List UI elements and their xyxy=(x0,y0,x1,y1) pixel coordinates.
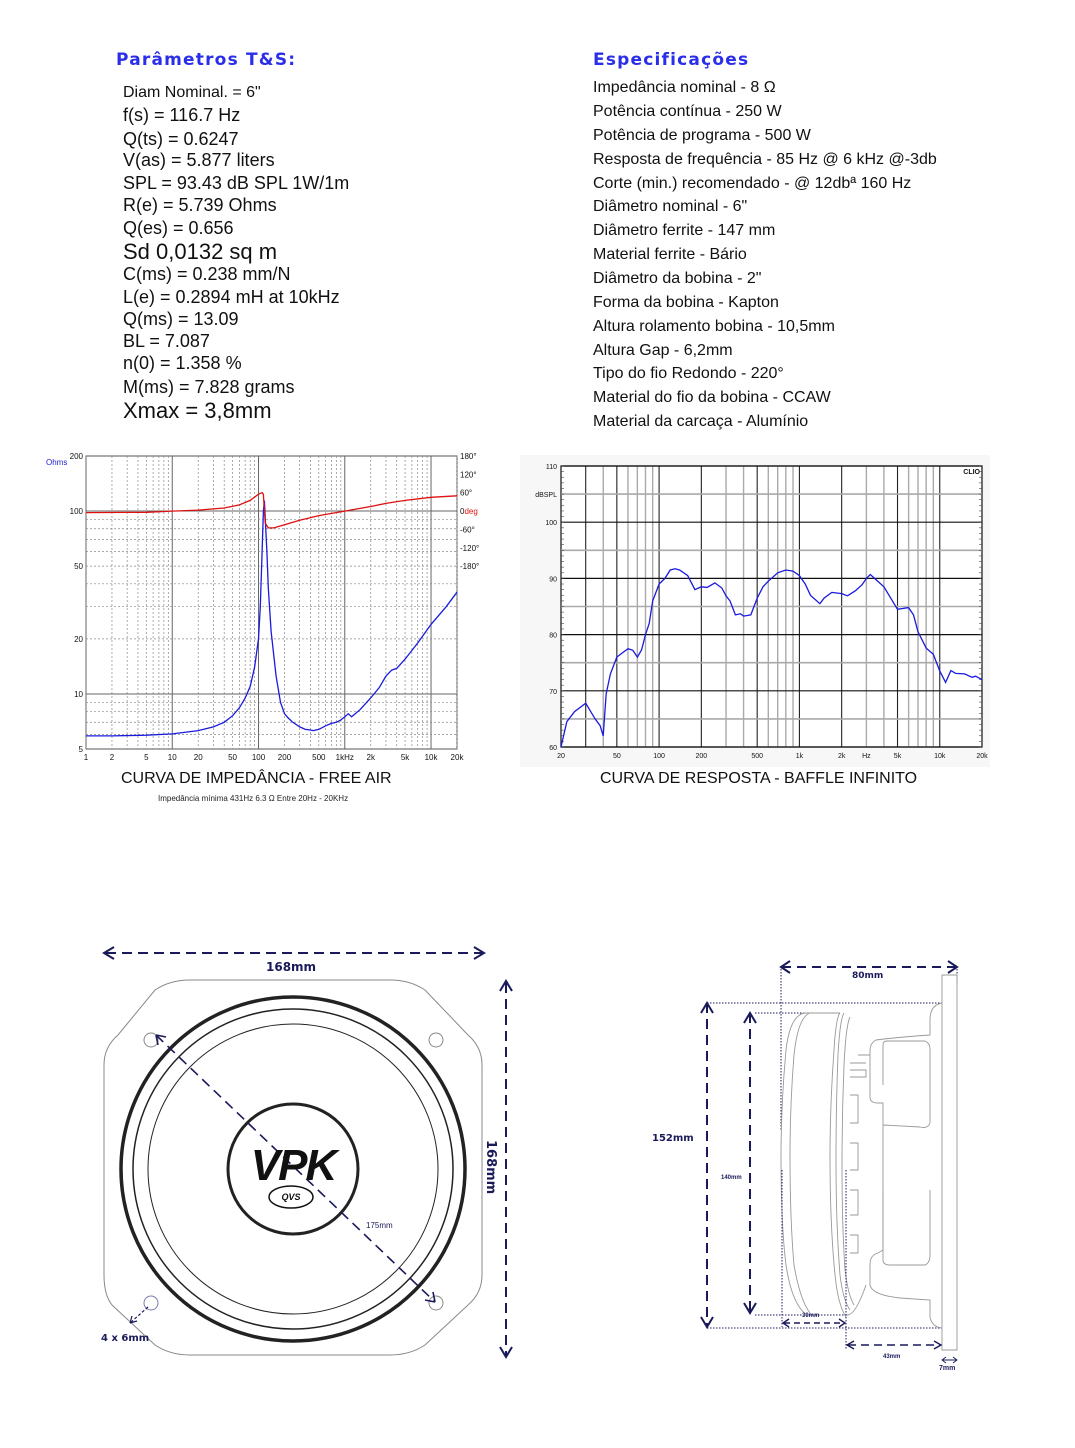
front-view-drawing xyxy=(90,935,530,1365)
spec-item: Resposta de frequência - 85 Hz @ 6 kHz @-3db xyxy=(593,151,937,168)
spec-item: Material do fio da bobina - CCAW xyxy=(593,389,831,406)
outer-height-label: 152mm xyxy=(652,1133,694,1144)
x-tick-label: Hz xyxy=(862,753,871,760)
x-tick-label: 50 xyxy=(612,753,621,760)
diagonal-label: 175mm xyxy=(366,1221,393,1230)
ts-param-qts: Q(ts) = 0.6247 xyxy=(123,129,239,149)
phase-tick-label: -180° xyxy=(460,562,480,572)
y-tick-label: 20 xyxy=(74,634,83,644)
x-tick-label: 200 xyxy=(695,753,708,760)
x-tick-label: 20k xyxy=(976,753,988,760)
x-tick-label: 50 xyxy=(228,753,238,762)
spec-item: Material da carcaça - Alumínio xyxy=(593,413,809,430)
y-axis-label: dBSPL xyxy=(535,492,557,500)
front-width-label: 168mm xyxy=(266,960,317,974)
ts-param-xmax: Xmax = 3,8mm xyxy=(123,398,272,423)
y-tick-label: 60 xyxy=(549,745,557,752)
spec-item: Tipo do fio Redondo - 220° xyxy=(593,365,784,382)
impedance-plot-area xyxy=(86,456,457,749)
ts-param-n0: n(0) = 1.358 % xyxy=(123,353,242,373)
x-tick-label: 5k xyxy=(400,753,410,762)
x-tick-label: 20 xyxy=(193,753,203,762)
x-tick-label: 100 xyxy=(251,753,266,762)
y-tick-label: 100 xyxy=(545,520,557,528)
y-tick-label: 100 xyxy=(69,507,83,517)
y-tick-label: 5 xyxy=(78,745,83,754)
y-tick-label: 90 xyxy=(549,576,557,584)
ts-param-bl: BL = 7.087 xyxy=(123,331,210,351)
side-view-drawing xyxy=(640,955,980,1375)
spec-item: Diâmetro da bobina - 2" xyxy=(593,270,762,287)
x-tick-label: 500 xyxy=(312,753,326,762)
x-tick-label: 5 xyxy=(144,753,149,762)
response-chart xyxy=(520,455,990,767)
basket-label: 30mm xyxy=(802,1313,820,1319)
spec-item: Potência de programa - 500 W xyxy=(593,127,811,144)
ts-param-qms: Q(ms) = 13.09 xyxy=(123,309,239,329)
spec-item: Impedância nominal - 8 Ω xyxy=(593,79,776,96)
y-tick-label: 10 xyxy=(74,689,83,699)
x-tick-label: 10 xyxy=(167,753,177,762)
phase-tick-label: 120° xyxy=(460,470,477,480)
spec-item: Corte (min.) recomendado - @ 12dbª 160 Hz xyxy=(593,175,912,192)
brand-logo: VPK xyxy=(250,1141,336,1190)
spec-item: Diâmetro ferrite - 147 mm xyxy=(593,222,776,239)
x-tick-label: 10k xyxy=(934,753,946,760)
y-tick-label: 200 xyxy=(69,452,83,461)
phase-tick-label: 0deg xyxy=(460,507,478,517)
x-tick-label: 10k xyxy=(424,753,438,762)
magnet-label: 43mm xyxy=(883,1354,901,1360)
inner-height-label: 140mm xyxy=(721,1175,742,1181)
x-tick-label: 5k xyxy=(893,753,902,760)
y-axis-label: Ohms xyxy=(46,458,68,467)
spec-item: Diâmetro nominal - 6" xyxy=(593,198,748,215)
ts-param-re: R(e) = 5.739 Ohms xyxy=(123,195,277,215)
ts-param-mms: M(ms) = 7.828 grams xyxy=(123,377,295,397)
clio-brand-label: CLIO xyxy=(963,469,980,476)
depth-label: 80mm xyxy=(852,971,884,981)
impedance-chart xyxy=(40,448,490,768)
y-tick-label: 50 xyxy=(74,562,83,572)
badge-logo: QVS xyxy=(281,1192,301,1202)
phase-tick-label: 60° xyxy=(460,488,473,498)
x-tick-label: 1k xyxy=(795,753,804,760)
y-tick-label: 70 xyxy=(549,688,557,696)
mounting-hole xyxy=(429,1033,443,1047)
spec-item: Altura rolamento bobina - 10,5mm xyxy=(593,318,835,335)
x-tick-label: 2 xyxy=(109,753,115,762)
ts-param-cms: C(ms) = 0.238 mm/N xyxy=(123,264,291,284)
ts-param-spl: SPL = 93.43 dB SPL 1W/1m xyxy=(123,173,350,193)
y-tick-label: 110 xyxy=(545,464,557,471)
impedance-chart-subtitle: Impedância mínima 431Hz 6.3 Ω Entre 20Hz - 20KHz xyxy=(158,794,349,803)
ts-param-qes: Q(es) = 0.656 xyxy=(123,218,234,238)
spec-item: Potência contínua - 250 W xyxy=(593,103,782,120)
x-tick-label: 500 xyxy=(751,753,764,760)
width-dimension xyxy=(104,947,484,959)
ts-param-le: L(e) = 0.2894 mH at 10kHz xyxy=(123,287,340,307)
x-tick-label: 2k xyxy=(366,753,375,762)
phase-tick-label: -120° xyxy=(460,543,480,553)
x-tick-label: 200 xyxy=(277,753,292,762)
mounting-hole xyxy=(429,1296,443,1310)
ts-params-title: Parâmetros T&S: xyxy=(116,50,297,70)
front-height-label: 168mm xyxy=(483,1140,498,1195)
impedance-chart-title: CURVA DE IMPEDÂNCIA - FREE AIR xyxy=(121,770,392,787)
x-tick-label: 20k xyxy=(450,753,464,762)
spec-item: Material ferrite - Bário xyxy=(593,246,747,263)
ts-param-sd: Sd 0,0132 sq m xyxy=(123,239,278,264)
y-tick-label: 80 xyxy=(549,632,557,640)
ts-param-diam: Diam Nominal. = 6" xyxy=(123,84,261,101)
spec-item: Forma da bobina - Kapton xyxy=(593,294,779,311)
x-tick-label: 1kHz xyxy=(335,753,354,762)
x-tick-label: 100 xyxy=(653,753,665,760)
x-tick-label: 2k xyxy=(837,753,846,760)
spec-item: Altura Gap - 6,2mm xyxy=(593,342,733,359)
specs-title: Especificações xyxy=(593,50,750,70)
x-tick-label: 20 xyxy=(557,753,565,760)
flange-label: 7mm xyxy=(939,1365,956,1372)
ts-param-fs: f(s) = 116.7 Hz xyxy=(123,105,241,125)
speaker-profile xyxy=(781,975,957,1350)
phase-tick-label: -60° xyxy=(460,525,475,535)
x-tick-label: 1 xyxy=(83,753,89,762)
height-dimension xyxy=(500,981,512,1357)
phase-tick-label: 180° xyxy=(460,452,477,461)
holes-label: 4 x 6mm xyxy=(101,1333,150,1344)
response-chart-title: CURVA DE RESPOSTA - BAFFLE INFINITO xyxy=(600,770,918,787)
ts-param-vas: V(as) = 5.877 liters xyxy=(123,150,275,170)
